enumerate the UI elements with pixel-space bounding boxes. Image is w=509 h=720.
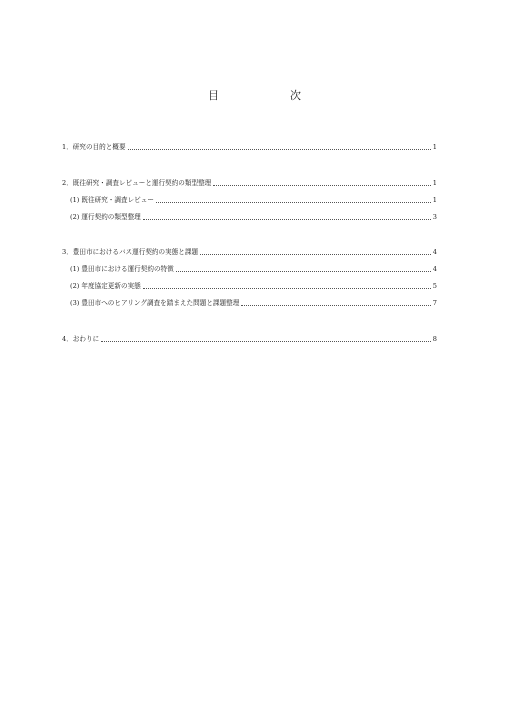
toc-entry-page: 7: [432, 299, 437, 307]
toc-leader: [128, 146, 431, 150]
toc-entry-label: 1．研究の目的と概要: [62, 143, 126, 151]
toc-leader: [176, 268, 431, 272]
toc-leader: [241, 302, 431, 306]
toc-entry-page: 1: [432, 196, 437, 204]
toc-entry: [70, 280, 437, 292]
toc-entry-page: 1: [432, 143, 437, 151]
toc-entry-page: 5: [432, 282, 437, 290]
toc-entry-label: (2) 年度協定更新の実態: [70, 282, 141, 290]
toc-leader: [200, 251, 431, 255]
toc-leader: [143, 285, 431, 289]
toc-entry-label: (3) 豊田市へのヒアリング調査を踏まえた問題と課題整理: [70, 299, 240, 307]
toc-entry-label: (1) 既往研究・調査レビュー: [70, 196, 154, 204]
toc-entry: [62, 177, 437, 189]
toc-title: 目 次: [208, 89, 331, 102]
toc-leader: [156, 199, 431, 203]
toc-entry-label: 4．おわりに: [62, 335, 100, 343]
toc-entry: [70, 194, 437, 206]
toc-leader: [101, 338, 431, 342]
toc-entry-page: 4: [432, 265, 437, 273]
toc-entry-label: (2) 運行契約の類型整理: [70, 213, 141, 221]
toc-leader: [213, 182, 431, 186]
toc-entry: [62, 246, 437, 258]
toc-entry: [62, 333, 437, 345]
toc-entry: [70, 211, 437, 223]
toc-entry: [70, 263, 437, 275]
toc-entry-label: 2．既往研究・調査レビューと運行契約の類型整理: [62, 179, 212, 187]
toc-entry-label: 3．豊田市におけるバス運行契約の実態と課題: [62, 248, 199, 256]
toc-entry: [70, 297, 437, 309]
toc-entry: [62, 141, 437, 153]
toc-entry-page: 4: [432, 248, 437, 256]
toc-entry-label: (1) 豊田市における運行契約の特徴: [70, 265, 174, 273]
toc-entry-page: 8: [432, 335, 437, 343]
toc-leader: [143, 216, 431, 220]
toc-entry-page: 1: [432, 179, 437, 187]
toc-entry-page: 3: [432, 213, 437, 221]
